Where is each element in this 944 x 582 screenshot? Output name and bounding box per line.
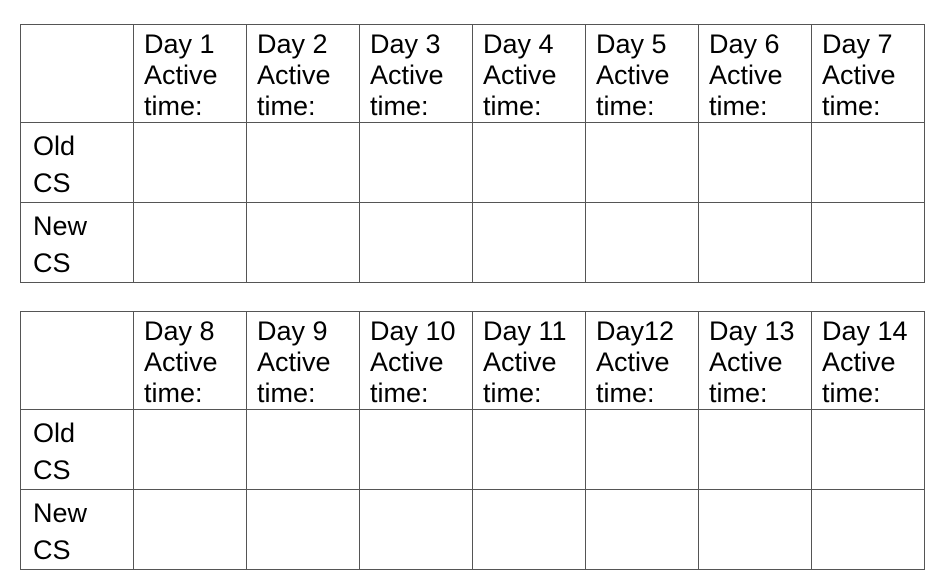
data-cell[interactable] <box>134 410 247 490</box>
data-cell[interactable] <box>473 410 586 490</box>
row-label-line: CS <box>33 168 71 198</box>
day-header-cell <box>473 312 586 410</box>
data-cell[interactable] <box>812 410 925 490</box>
day-label: Day 8 <box>144 316 215 346</box>
data-cell[interactable] <box>360 203 473 283</box>
data-cell[interactable] <box>473 490 586 570</box>
row-label-cell <box>21 203 134 283</box>
active-time-table-week-2 <box>20 311 925 570</box>
active-label: Active <box>822 347 896 377</box>
table-row-new-cs <box>21 490 925 570</box>
active-label: Active <box>596 60 670 90</box>
data-cell[interactable] <box>247 410 360 490</box>
time-label: time: <box>257 378 316 408</box>
active-label: Active <box>483 347 557 377</box>
data-cell[interactable] <box>473 123 586 203</box>
row-label-cell <box>21 410 134 490</box>
row-label-cell <box>21 490 134 570</box>
row-label-line: CS <box>33 455 71 485</box>
day-header-cell <box>699 25 812 123</box>
row-label-cell <box>21 123 134 203</box>
data-cell[interactable] <box>247 123 360 203</box>
day-header-cell <box>247 312 360 410</box>
data-cell[interactable] <box>473 203 586 283</box>
day-label: Day12 <box>596 316 675 346</box>
data-cell[interactable] <box>699 490 812 570</box>
time-label: time: <box>822 378 881 408</box>
data-cell[interactable] <box>247 203 360 283</box>
time-label: time: <box>144 378 203 408</box>
corner-cell <box>21 25 134 123</box>
data-cell[interactable] <box>360 123 473 203</box>
time-label: time: <box>822 91 881 121</box>
active-label: Active <box>370 60 444 90</box>
data-cell[interactable] <box>699 123 812 203</box>
active-label: Active <box>257 347 331 377</box>
time-label: time: <box>483 378 542 408</box>
day-header-cell <box>360 25 473 123</box>
data-cell[interactable] <box>586 490 699 570</box>
row-label-line: Old <box>33 418 76 448</box>
row-label-line: New <box>33 498 88 528</box>
day-header-cell <box>360 312 473 410</box>
data-cell[interactable] <box>812 490 925 570</box>
day-label: Day 11 <box>483 316 567 346</box>
data-cell[interactable] <box>360 490 473 570</box>
data-cell[interactable] <box>812 123 925 203</box>
data-cell[interactable] <box>360 410 473 490</box>
table-row-new-cs <box>21 203 925 283</box>
data-cell[interactable] <box>699 410 812 490</box>
table-row-old-cs <box>21 123 925 203</box>
day-header-cell <box>699 312 812 410</box>
data-cell[interactable] <box>134 490 247 570</box>
time-label: time: <box>257 91 316 121</box>
time-label: time: <box>370 91 429 121</box>
data-cell[interactable] <box>247 490 360 570</box>
time-label: time: <box>144 91 203 121</box>
data-cell[interactable] <box>586 123 699 203</box>
time-label: time: <box>709 378 768 408</box>
day-label: Day 6 <box>709 29 780 59</box>
active-label: Active <box>709 347 783 377</box>
day-header-cell <box>247 25 360 123</box>
data-cell[interactable] <box>812 203 925 283</box>
time-label: time: <box>596 378 655 408</box>
row-label-line: Old <box>33 131 76 161</box>
active-time-table-week-1 <box>20 24 925 283</box>
active-label: Active <box>483 60 557 90</box>
row-label-line: CS <box>33 535 71 565</box>
day-label: Day 5 <box>596 29 667 59</box>
time-label: time: <box>709 91 768 121</box>
day-label: Day 10 <box>370 316 456 346</box>
time-label: time: <box>483 91 542 121</box>
day-header-cell <box>812 25 925 123</box>
day-header-cell <box>134 25 247 123</box>
day-header-cell <box>473 25 586 123</box>
day-label: Day 13 <box>709 316 795 346</box>
day-label: Day 4 <box>483 29 554 59</box>
day-label: Day 3 <box>370 29 441 59</box>
header-row <box>21 312 925 410</box>
data-cell[interactable] <box>699 203 812 283</box>
day-header-cell <box>812 312 925 410</box>
row-label-line: CS <box>33 248 71 278</box>
table-row-old-cs <box>21 410 925 490</box>
day-label: Day 7 <box>822 29 893 59</box>
day-label: Day 2 <box>257 29 328 59</box>
active-label: Active <box>822 60 896 90</box>
active-label: Active <box>709 60 783 90</box>
corner-cell <box>21 312 134 410</box>
data-cell[interactable] <box>586 203 699 283</box>
day-label: Day 14 <box>822 316 908 346</box>
active-label: Active <box>370 347 444 377</box>
day-label: Day 9 <box>257 316 328 346</box>
active-label: Active <box>144 347 218 377</box>
time-label: time: <box>596 91 655 121</box>
data-cell[interactable] <box>134 123 247 203</box>
day-header-cell <box>586 312 699 410</box>
day-label: Day 1 <box>144 29 215 59</box>
day-header-cell <box>586 25 699 123</box>
active-label: Active <box>144 60 218 90</box>
day-header-cell <box>134 312 247 410</box>
row-label-line: New <box>33 211 88 241</box>
data-cell[interactable] <box>586 410 699 490</box>
active-label: Active <box>596 347 670 377</box>
header-row <box>21 25 925 123</box>
time-label: time: <box>370 378 429 408</box>
active-label: Active <box>257 60 331 90</box>
data-cell[interactable] <box>134 203 247 283</box>
